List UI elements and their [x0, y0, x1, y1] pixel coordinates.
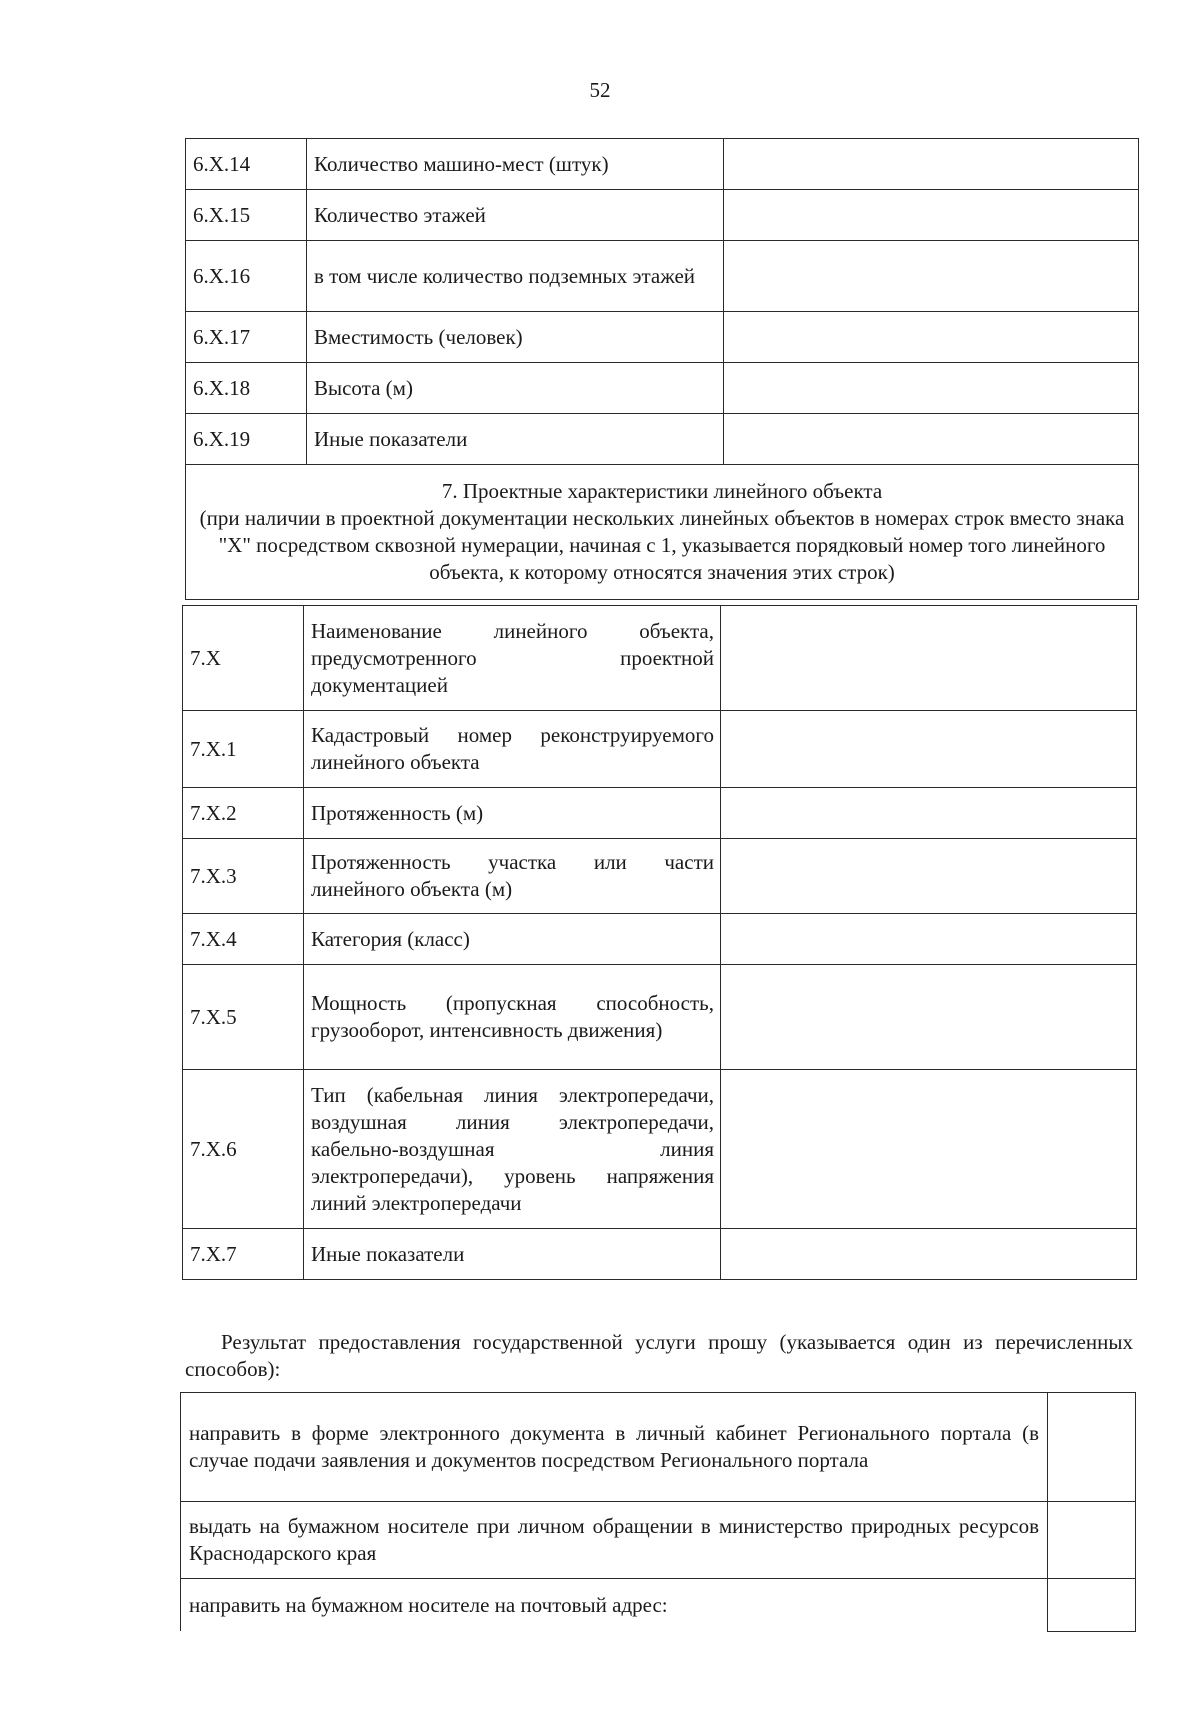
table-row: [186, 312, 1139, 363]
row-code: 6.X.14: [186, 139, 307, 190]
row-code: 6.X.18: [186, 363, 307, 414]
option-label: направить в форме электронного документа в личный кабинет Регионального портала (в случае подачи заявления и документов посредством Регионального портала: [181, 1393, 1048, 1502]
table-row: [183, 965, 1137, 1070]
table-row: [183, 606, 1137, 711]
row-label: Тип (кабельная линия электропередачи, воздушная линия электропередачи, кабельно-воздушная линия электропередачи), уровень напряжения линий электропередачи: [304, 1070, 721, 1229]
table-row: [186, 190, 1139, 241]
value-cell[interactable]: [721, 914, 1137, 965]
value-cell[interactable]: [721, 711, 1137, 788]
option-label: направить на бумажном носителе на почтовый адрес:: [181, 1579, 1048, 1632]
table-section-7: [182, 605, 1137, 1280]
table-row: [183, 711, 1137, 788]
table-row: [183, 914, 1137, 965]
row-code: 7.X.4: [183, 914, 304, 965]
row-code: 7.X.6: [183, 1070, 304, 1229]
table-row: [183, 839, 1137, 914]
value-cell[interactable]: [721, 788, 1137, 839]
row-code: 7.X: [183, 606, 304, 711]
section-note: (при наличии в проектной документации нескольких линейных объектов в номерах строк вместо знака "X" посредством сквозной нумерации, начиная с 1, указывается порядковый номер того линейного объекта, к которому относятся значения этих строк): [199, 506, 1125, 584]
table-row: [186, 139, 1139, 190]
row-code: 6.X.17: [186, 312, 307, 363]
section-heading: [186, 465, 1139, 600]
row-code: 7.X.5: [183, 965, 304, 1070]
row-label: Мощность (пропускная способность, грузооборот, интенсивность движения): [304, 965, 721, 1070]
row-label: Высота (м): [307, 363, 724, 414]
table-row: [186, 363, 1139, 414]
section-heading-row: [186, 465, 1139, 600]
table-row: [183, 788, 1137, 839]
value-cell[interactable]: [721, 1229, 1137, 1280]
row-label: Кадастровый номер реконструируемого линейного объекта: [304, 711, 721, 788]
row-label: Количество машино-мест (штук): [307, 139, 724, 190]
value-cell[interactable]: [724, 312, 1139, 363]
option-checkbox[interactable]: [1048, 1502, 1136, 1579]
option-label: выдать на бумажном носителе при личном обращении в министерство природных ресурсов Краснодарского края: [181, 1502, 1048, 1579]
section-title: 7. Проектные характеристики линейного объекта: [441, 479, 883, 503]
table-row: [181, 1579, 1136, 1632]
table-row: [183, 1229, 1137, 1280]
row-label: Наименование линейного объекта, предусмотренного проектной документацией: [304, 606, 721, 711]
table-section-6: [185, 138, 1139, 600]
page-number: 52: [589, 78, 611, 102]
value-cell[interactable]: [721, 1070, 1137, 1229]
table-row: [186, 414, 1139, 465]
row-label: Категория (класс): [304, 914, 721, 965]
value-cell[interactable]: [721, 839, 1137, 914]
option-checkbox[interactable]: [1048, 1579, 1136, 1632]
value-cell[interactable]: [724, 241, 1139, 312]
row-label: Иные показатели: [304, 1229, 721, 1280]
row-label: в том числе количество подземных этажей: [307, 241, 724, 312]
table-row: [181, 1393, 1136, 1502]
row-code: 7.X.7: [183, 1229, 304, 1280]
row-label: Протяженность (м): [304, 788, 721, 839]
value-cell[interactable]: [721, 606, 1137, 711]
row-label: Вместимость (человек): [307, 312, 724, 363]
table-result-options: [180, 1392, 1136, 1632]
row-label: Иные показатели: [307, 414, 724, 465]
table-row: [183, 1070, 1137, 1229]
value-cell[interactable]: [724, 414, 1139, 465]
value-cell[interactable]: [721, 965, 1137, 1070]
row-code: 7.X.1: [183, 711, 304, 788]
row-code: 6.X.15: [186, 190, 307, 241]
row-code: 7.X.3: [183, 839, 304, 914]
row-code: 7.X.2: [183, 788, 304, 839]
result-intro: Результат предоставления государственной услуги прошу (указывается один из перечисленных способов):: [185, 1330, 1133, 1381]
table-row: [181, 1502, 1136, 1579]
row-label: Количество этажей: [307, 190, 724, 241]
table-row: [186, 241, 1139, 312]
value-cell[interactable]: [724, 139, 1139, 190]
option-checkbox[interactable]: [1048, 1393, 1136, 1502]
row-label: Протяженность участка или части линейного объекта (м): [304, 839, 721, 914]
value-cell[interactable]: [724, 190, 1139, 241]
row-code: 6.X.19: [186, 414, 307, 465]
row-code: 6.X.16: [186, 241, 307, 312]
value-cell[interactable]: [724, 363, 1139, 414]
